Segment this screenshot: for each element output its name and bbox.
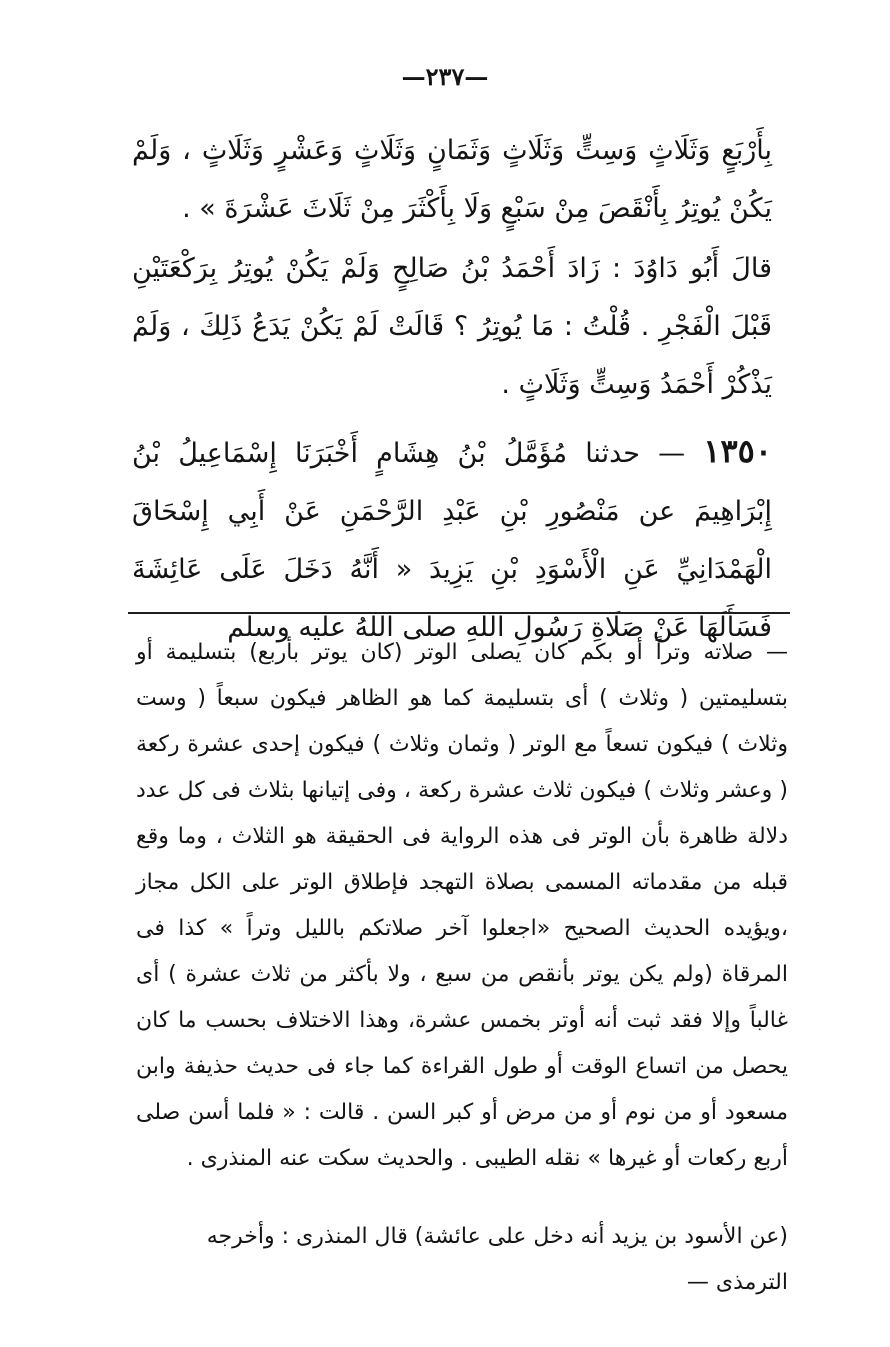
main-hadith-text bbox=[132, 122, 772, 657]
abu-dawud-note-paragraph: قالَ أَبُو دَاوُدَ : زَادَ أَحْمَدُ بْنُ صَالِحٍ وَلَمْ يَكُنْ يُوتِرُ بِرَكْعَتَيْنِ قَبْلَ الْفَجْرِ . قُلْتُ : مَا يُوتِرُ ؟ قَالَتْ لَمْ يَكُنْ يَدَعُ ذَلِكَ ، وَلَمْ يَذْكُرْ أَحْمَدُ وَسِتٍّ وَثَلَاثٍ . bbox=[132, 253, 772, 400]
hadith-number: ١٣٥٠ bbox=[703, 432, 772, 470]
hadith-1350-paragraph bbox=[132, 422, 772, 657]
hadith-text-paragraph: بِأَرْبَعٍ وَثَلَاثٍ وَسِتٍّ وَثَلَاثٍ وَثَمَانٍ وَثَلَاثٍ وَعَشْرٍ وَثَلَاثٍ ، وَلَمْ يَكُنْ يُوتِرُ بِأَنْقَصَ مِنْ سَبْعٍ وَلَا بِأَكْثَرَ مِنْ ثَلَاثَ عَشْرَةَ » . bbox=[132, 135, 772, 224]
commentary-footnote bbox=[136, 630, 788, 1182]
footnote-divider bbox=[128, 612, 790, 614]
hadith-1350-text: — حدثنا مُؤَمَّلُ بْنُ هِشَامٍ أَخْبَرَنَا إِسْمَاعِيلُ بْنُ إِبْرَاهِيمَ عن مَنْصُورِ بْنِ عَبْدِ الرَّحْمَنِ عَنْ أَبِي إِسْحَاقَ الْهَمْدَانِيِّ عَنِ الْأَسْوَدِ بْنِ يَزِيدَ « أَنَّهُ دَخَلَ عَلَى عَائِشَةَ فَسَأَلَهَا عَنْ صَلَاةِ رَسُولِ اللهِ صلى اللهُ عليه وسلم bbox=[132, 438, 772, 643]
commentary-text: — صلاته وتراً أو بكم كان يصلى الوتر (كان يوتر بأربع) بتسليمة أو بتسليمتين ( وثلاث ) أى بتسليمة كما هو الظاهر فيكون سبعاً ( وست وثلاث ) فيكون تسعاً مع الوتر ( وثمان وثلاث ) فيكون إحدى عشرة ركعة ( وعشر وثلاث ) فيكون ثلاث عشرة ركعة ، وفى إتيانها بثلاث فى كل عدد دلالة ظاهرة بأن الوتر فى هذه الرواية فى الحقيقة هو الثلاث ، وما وقع قبله من مقدماته المسمى بصلاة التهجد فإطلاق الوتر على الكل مجاز ،ويؤيده الحديث الصحيح «اجعلوا آخر صلاتكم بالليل وتراً » كذا فى المرقاة (ولم يكن يوتر بأنقص من سبع ، ولا بأكثر من ثلاث عشرة ) أى غالباً وإلا فقد ثبت أنه أوتر بخمس عشرة، وهذا الاختلاف بحسب ما كان يحصل من اتساع الوقت أو طول القراءة كما جاء فى حديث حذيفة وابن مسعود أو من نوم أو من مرض أو كبر السن . قالت : « فلما أسن صلى أربع ركعات أو غيرها » نقله الطيبى . والحديث سكت عنه المنذرى . bbox=[136, 640, 788, 1171]
page-number: —٢٣٧— bbox=[401, 62, 489, 91]
commentary-reference-line: (عن الأسود بن يزيد أنه دخل على عائشة) قال المنذرى : وأخرجه الترمذى — bbox=[206, 1224, 788, 1295]
